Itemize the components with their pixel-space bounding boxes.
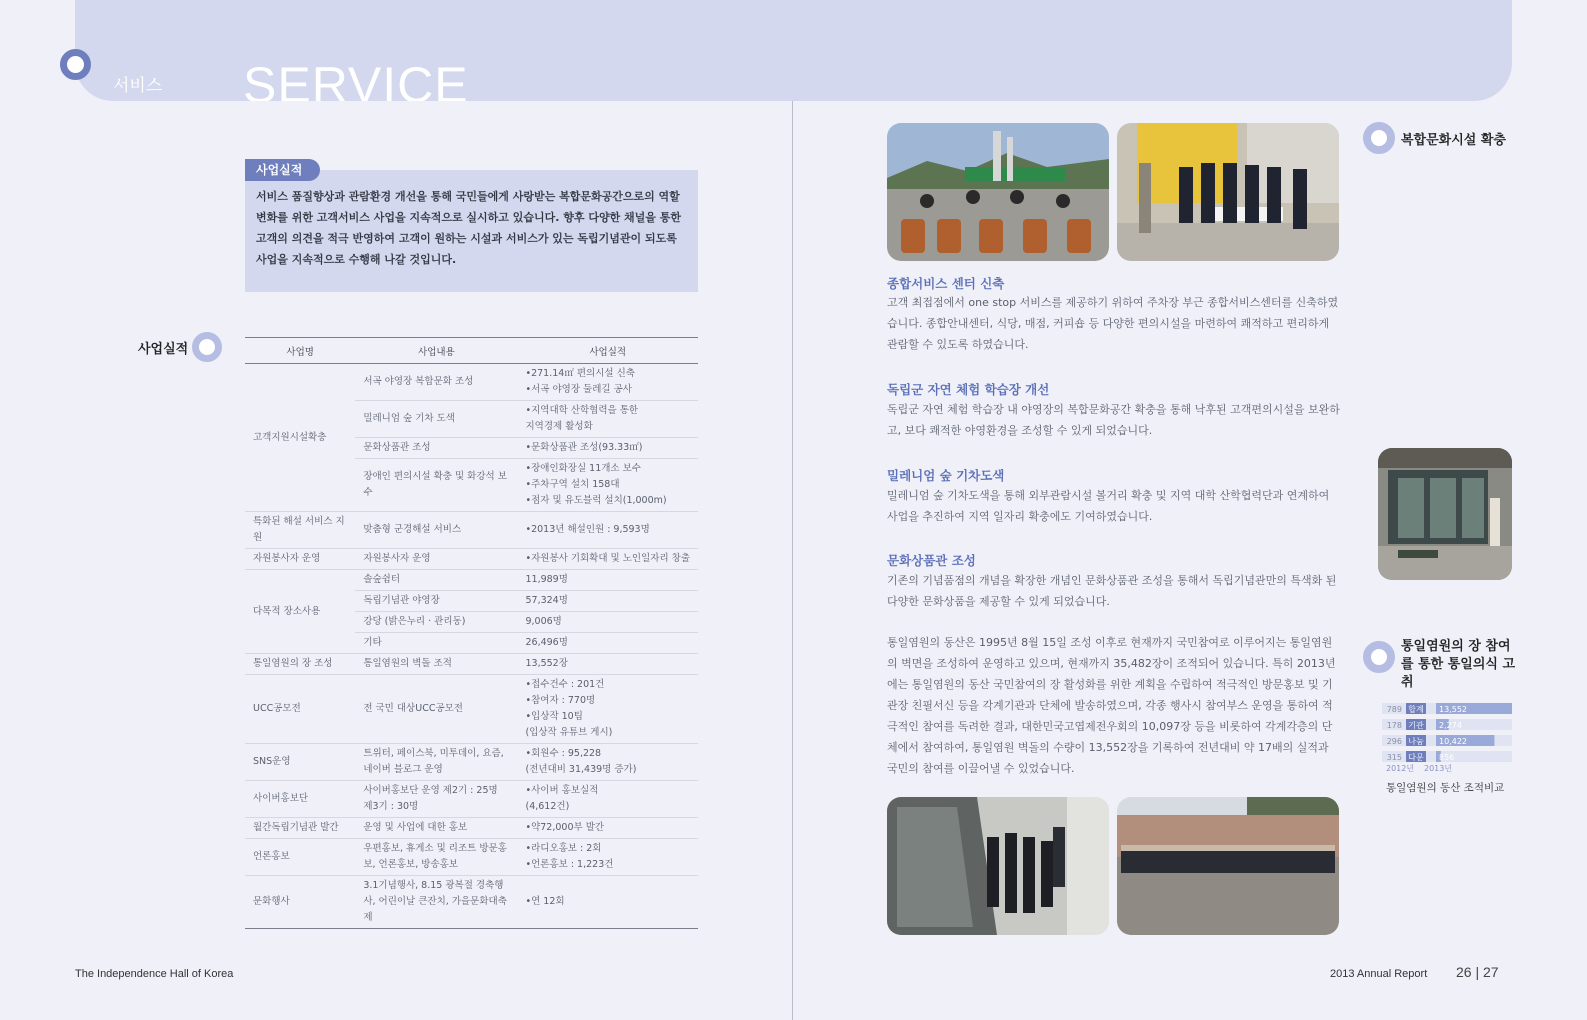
business-name-cell: UCC공모전 [245, 675, 355, 744]
business-name-cell: 다목적 장소사용 [245, 570, 355, 654]
side-ring-icon [1363, 122, 1395, 154]
section-ring-icon [192, 332, 222, 362]
business-result-cell [517, 512, 698, 549]
result-line: 11,989명 [525, 574, 568, 585]
business-content-cell: 서곡 야영장 복합문화 조성 [355, 364, 517, 401]
result-line: •참여자 : 770명 [525, 695, 596, 706]
result-line: •회원수 : 95,228 [525, 748, 602, 759]
table-section-label: 사업실적 [138, 342, 189, 357]
business-name-cell: 문화행사 [245, 876, 355, 929]
business-content-cell: 전 국민 대상UCC공모전 [355, 675, 517, 744]
business-result-cell [517, 612, 698, 633]
result-line: •사이버 홍보실적 [525, 785, 599, 796]
brick-comparison-chart [1382, 701, 1512, 773]
side-ring-icon [1363, 641, 1395, 673]
business-result-cell [517, 591, 698, 612]
table-row [245, 818, 698, 839]
result-line: (4,612건) [525, 801, 570, 812]
result-line: •입상작 10팀 [525, 711, 583, 722]
business-result-cell [517, 744, 698, 781]
business-content-cell: 독립기념관 야영장 [355, 591, 517, 612]
business-result-cell [517, 818, 698, 839]
table-row [245, 781, 698, 818]
table-header: 사업명 [245, 338, 355, 364]
result-line: •자원봉사 기회확대 및 노인일자리 창출 [525, 553, 690, 564]
result-line: (입상작 유튜브 게시) [525, 727, 613, 738]
table-row [245, 549, 698, 570]
table-row [245, 839, 698, 876]
table-row [245, 654, 698, 675]
business-content-cell: 기타 [355, 633, 517, 654]
page-divider [792, 101, 793, 1020]
table-row [245, 512, 698, 549]
result-line: 9,006명 [525, 616, 562, 627]
chart-value-2013: 2,274 [1439, 721, 1462, 730]
result-line: •접수건수 : 201건 [525, 679, 605, 690]
business-result-cell [517, 675, 698, 744]
business-result-cell [517, 570, 698, 591]
result-line: •서곡 야영장 둘레길 공사 [525, 384, 632, 395]
business-content-cell: 솔숲쉼터 [355, 570, 517, 591]
business-name-cell: 월간독립기념관 발간 [245, 818, 355, 839]
business-name-cell: SNS운영 [245, 744, 355, 781]
business-content-cell: 운영 및 사업에 대한 홍보 [355, 818, 517, 839]
business-result-cell [517, 459, 698, 512]
chart-category-label: 다문 [1408, 753, 1424, 762]
side-title-unification: 통일염원의 장 참여를 통한 통일의식 고취 [1401, 639, 1516, 690]
chart-value-2013: 13,552 [1439, 705, 1467, 714]
chart-title: 통일염원의 동산 조적비교 [1386, 782, 1505, 794]
chart-series-label: 2012년 [1386, 764, 1415, 773]
summary-text: 서비스 품질향상과 관람환경 개선을 통해 국민들에게 사랑받는 복합문화공간으로의 역할변화를 위한 고객서비스 사업을 지속적으로 실시하고 있습니다. 향후 다양한 채널을 통한 고객의 의견을 적극 반영하여 고객이 원하는 시설과 서비스가 있는 독립기념관이 되도록 사업을 지속적으로 수행해 나갈 것입니다. [256, 190, 682, 266]
table-header: 사업실적 [517, 338, 698, 364]
business-content-cell: 우편홍보, 휴게소 및 리조트 방문홍보, 언론홍보, 방송홍보 [355, 839, 517, 876]
section-title: 밀레니엄 숲 기차도색 [887, 468, 1005, 483]
business-result-cell [517, 438, 698, 459]
result-line: •언론홍보 : 1,223건 [525, 859, 614, 870]
result-line: •주차구역 설치 158대 [525, 479, 620, 490]
business-name-cell: 사이버홍보단 [245, 781, 355, 818]
business-content-cell: 트위터, 페이스북, 미투데이, 요즘, 네이버 블로그 운영 [355, 744, 517, 781]
business-result-cell [517, 633, 698, 654]
result-line: •점자 및 유도블럭 설치(1,000m) [525, 495, 667, 506]
result-line: •장애인화장실 11개소 보수 [525, 463, 641, 474]
result-line: •연 12회 [525, 896, 565, 907]
business-content-cell: 맞춤형 군경해설 서비스 [355, 512, 517, 549]
business-content-cell: 강당 (밝은누리 · 관리동) [355, 612, 517, 633]
result-line: •문화상품관 조성(93.33㎡) [525, 442, 643, 453]
result-line: 57,324명 [525, 595, 568, 606]
table-row [245, 675, 698, 744]
business-result-cell [517, 839, 698, 876]
business-content-cell: 자원봉사자 운영 [355, 549, 517, 570]
chart-value-2012: 789 [1386, 705, 1402, 714]
footer-publisher: The Independence Hall of Korea [75, 968, 234, 980]
section-body: 밀레니엄 숲 기차도색을 통해 외부관람시설 볼거리 확충 및 지역 대학 산학협력단과 연계하여 사업을 추진하여 지역 일자리 확충에도 기여하였습니다. [887, 489, 1330, 523]
business-name-cell: 특화된 해설 서비스 지원 [245, 512, 355, 549]
table-row [245, 876, 698, 929]
section-body: 고객 최접점에서 one stop 서비스를 제공하기 위하여 주차장 부근 종합서비스센터를 신축하였습니다. 종합안내센터, 식당, 매점, 커피숍 등 다양한 편의시설을 마련하여 쾌적하고 편리하게 관람할 수 있도록 하였습니다. [887, 296, 1339, 351]
business-name-cell: 자원봉사자 운영 [245, 549, 355, 570]
header-ring-icon [60, 49, 91, 80]
business-content-cell: 사이버홍보단 운영 제2기 : 25명 제3기 : 30명 [355, 781, 517, 818]
result-line: •라디오홍보 : 2회 [525, 843, 602, 854]
section-body: 독립군 자연 체험 학습장 내 야영장의 복합문화공간 확충을 통해 낙후된 고객편의시설을 보완하고, 보다 쾌적한 야영환경을 조성할 수 있게 되었습니다. [887, 403, 1340, 437]
service-center-photo [1378, 448, 1512, 580]
opening-ceremony-photo [1117, 123, 1339, 261]
business-result-cell [517, 549, 698, 570]
business-name-cell: 통일염원의 장 조성 [245, 654, 355, 675]
chart-value-2013: 10,422 [1439, 737, 1467, 746]
table-header: 사업내용 [355, 338, 517, 364]
section-title: 문화상품관 조성 [887, 553, 976, 568]
drum-performance-photo [887, 123, 1109, 261]
unification-body: 통일염원의 동산은 1995년 8월 15일 조성 이후로 현재까지 국민참여로 이루어지는 통일염원의 벽면을 조성하여 운영하고 있으며, 현재까지 35,482장이 조적되어 있습니다. 특히 2013년에는 통일염원의 동산 국민참여의 장 활성화를 위한 계획을 수립하여 적극적인 방문홍보 및 기관장 친필서신 등을 각계기관과 단체에 발송하였으며, 각종 행사시 참여부스 운영을 통하여 적극적인 참여를 독려한 결과, 대한민국고엽제전우회의 10,097장 등을 비롯하여 각계각층의 단체에서 참여하여, 통일염원 벽돌의 수량이 13,552장을 기록하여 전년대비 약 17배의 실적과 국민의 참여를 이끌어낼 수 있었습니다. [887, 636, 1336, 775]
business-content-cell: 3.1기념행사, 8.15 광복절 경축행사, 어린이날 큰잔치, 가을문화대축제 [355, 876, 517, 929]
business-content-cell: 밀레니엄 숲 기차 도색 [355, 401, 517, 438]
table-row [245, 364, 698, 401]
table-row [245, 570, 698, 591]
table-row [245, 744, 698, 781]
section-body: 기존의 기념품점의 개념을 확장한 개념인 문화상품관 조성을 통해서 독립기념관만의 특색화 된 다양한 문화상품을 제공할 수 있게 되었습니다. [887, 574, 1337, 608]
chart-category-label: 나눔 [1408, 737, 1424, 746]
business-result-cell [517, 781, 698, 818]
chart-value-2012: 315 [1386, 753, 1402, 762]
result-line: •2013년 해설인원 : 9,593명 [525, 524, 650, 535]
side-title-facility: 복합문화시설 확충 [1401, 133, 1506, 148]
result-line: •271.14㎡ 편의시설 신축 [525, 368, 635, 379]
bell-visit-photo [887, 797, 1109, 935]
business-result-cell [517, 876, 698, 929]
group-photo [1117, 797, 1339, 935]
chart-value-2012: 296 [1386, 737, 1402, 746]
chart-value-2013: 856 [1439, 753, 1455, 762]
header-title-ko: 서비스 [113, 76, 163, 96]
business-content-cell: 통일염원의 벽돌 조적 [355, 654, 517, 675]
header-title-en: SERVICE [243, 57, 469, 101]
result-line: 지역경제 활성화 [525, 421, 593, 432]
summary-tag: 사업실적 [245, 159, 320, 181]
business-name-cell: 고객지원시설확충 [245, 364, 355, 512]
chart-category-label: 합계 [1408, 705, 1424, 714]
table-header-row [245, 338, 698, 364]
business-result-cell [517, 401, 698, 438]
section-title: 독립군 자연 체험 학습장 개선 [887, 382, 1050, 397]
result-line: 26,496명 [525, 637, 568, 648]
section-title: 종합서비스 센터 신축 [887, 276, 1005, 291]
result-line: •약72,000부 발간 [525, 822, 605, 833]
business-content-cell: 장애인 편의시설 확충 및 화강석 보수 [355, 459, 517, 512]
business-result-cell [517, 654, 698, 675]
business-name-cell: 언론홍보 [245, 839, 355, 876]
chart-series-label: 2013년 [1424, 764, 1453, 773]
footer-report-title: 2013 Annual Report [1330, 968, 1428, 980]
page-numbers: 26 | 27 [1456, 964, 1499, 980]
result-line: (전년대비 31,439명 증가) [525, 764, 637, 775]
chart-value-2012: 178 [1386, 721, 1402, 730]
business-result-cell [517, 364, 698, 401]
result-line: 13,552장 [525, 658, 568, 669]
result-line: •지역대학 산학협력을 통한 [525, 405, 639, 416]
chart-category-label: 기관 [1408, 721, 1424, 730]
business-content-cell: 문화상품관 조성 [355, 438, 517, 459]
performance-table [245, 337, 698, 929]
